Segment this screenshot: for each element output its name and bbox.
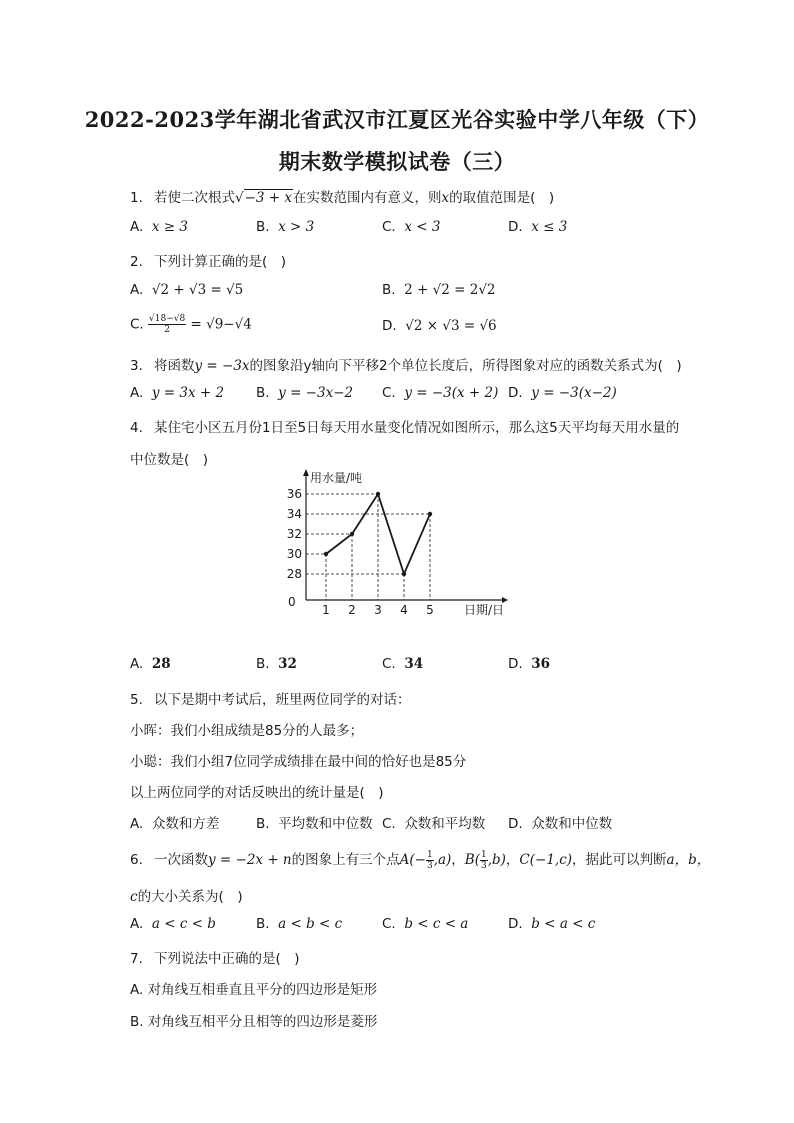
- option-text: √2 + √3 = √5: [151, 282, 244, 298]
- option-label: D.: [508, 816, 523, 832]
- question-4-continued: [130, 448, 208, 468]
- option-text: x ≤ 3: [531, 219, 568, 235]
- y-axis-arrow: [303, 469, 309, 476]
- exam-title-line1: 2022-2023学年湖北省武汉市江夏区光谷实验中学八年级（下）: [84, 107, 710, 132]
- exam-title-line2: 期末数学模拟试卷（三）: [278, 149, 516, 174]
- option-text: 2 + √2 = 2√2: [404, 282, 496, 298]
- option-text: a < c < b: [151, 916, 216, 932]
- option-label: B.: [382, 282, 396, 298]
- y-tick-label: 36: [286, 487, 302, 501]
- q5-dialogue-2: 小聪：我们小组7位同学成绩排在最中间的恰好也是85分: [130, 754, 467, 770]
- option-label: D.: [508, 916, 523, 932]
- question-number: 5.: [130, 692, 143, 708]
- data-point: [324, 552, 328, 556]
- water-usage-line-chart: [270, 462, 520, 622]
- x-axis-label: 日期/日: [464, 603, 505, 617]
- q6-text-c: ，据此可以判断: [572, 852, 667, 868]
- option-text: 众数和中位数: [531, 816, 613, 832]
- option-text: x < 3: [404, 219, 441, 235]
- y-tick-label: 28: [286, 567, 302, 581]
- question-number: 4.: [130, 420, 143, 436]
- fraction-denominator: 2: [164, 325, 170, 335]
- option-label: B.: [256, 656, 270, 672]
- option-text: 34: [404, 656, 424, 672]
- q7-option-b: B. 对角线互相平分且相等的四边形是菱形: [130, 1014, 378, 1030]
- y-tick-label: 30: [286, 547, 302, 561]
- q2-option-c: [130, 314, 252, 335]
- q6-point-a-fraction: [426, 850, 434, 871]
- q6-separator: ，: [451, 852, 465, 868]
- q1-var: x: [441, 190, 450, 206]
- q1-text-b: 在实数范围内有意义，则: [293, 190, 442, 206]
- chart-layer: [287, 469, 508, 617]
- q5-option-c: [382, 812, 485, 832]
- option-text: = √9−√4: [190, 316, 252, 333]
- q5-dialogue-1: 小晖：我们小组成绩是85分的人最多；: [130, 723, 364, 739]
- fraction-numerator: 1: [480, 849, 487, 860]
- data-point: [402, 572, 406, 576]
- question-1: [130, 186, 554, 206]
- option-text: b < c < a: [404, 916, 469, 932]
- data-point: [428, 512, 432, 516]
- question-number: 7.: [130, 951, 143, 967]
- y-axis-label: 用水量/吨: [310, 471, 363, 485]
- q6-separator: ，: [505, 852, 520, 868]
- q6-point-a: A(−: [399, 852, 426, 868]
- question-number: 2.: [130, 254, 143, 270]
- x-tick-label: 1: [322, 603, 330, 617]
- option-text: x ≥ 3: [151, 219, 188, 235]
- q6-function: y = −2x + n: [208, 852, 292, 868]
- q6-point-a-rest: ,a): [433, 852, 452, 868]
- q5-text: 以下是期中考试后，班里两位同学的对话：: [154, 692, 411, 708]
- option-label: B.: [256, 916, 270, 932]
- option-label: D.: [508, 385, 523, 401]
- q6-text-a: 一次函数: [154, 852, 208, 868]
- option-label: B.: [256, 816, 270, 832]
- q6-option-c: [382, 916, 468, 932]
- data-point: [350, 532, 354, 536]
- q1-option-b: [256, 219, 314, 235]
- q6-text-line2: 的大小关系为( ): [137, 889, 243, 905]
- q6-option-d: [508, 916, 595, 932]
- q6-vars: a，b，: [666, 852, 711, 868]
- option-label: D.: [508, 219, 523, 235]
- q5-option-d: [508, 812, 612, 832]
- option-label: D.: [382, 318, 397, 334]
- x-tick-label: 3: [374, 603, 382, 617]
- x-tick-label: 5: [426, 603, 434, 617]
- fraction-denominator: 3: [426, 860, 433, 871]
- option-text: y = 3x + 2: [151, 385, 225, 401]
- x-tick-label: 4: [400, 603, 408, 617]
- q4-option-a: [130, 656, 171, 672]
- question-6-continued: [130, 885, 243, 905]
- q7-option-a: A. 对角线互相垂直且平分的四边形是矩形: [130, 982, 378, 998]
- question-3: [130, 354, 682, 374]
- y-tick-label: 34: [286, 507, 302, 521]
- option-label: A.: [130, 656, 144, 672]
- q6-point-b-fraction: [480, 850, 488, 871]
- option-text: 众数和方差: [151, 816, 220, 832]
- q7-text: 下列说法中正确的是( ): [154, 951, 300, 967]
- q3-function: y = −3x: [194, 358, 250, 374]
- option-label: B.: [256, 385, 270, 401]
- q6-point-b: B(: [464, 852, 480, 868]
- q5-option-b: [256, 812, 373, 832]
- question-4: [130, 416, 679, 436]
- option-label: B.: [256, 219, 270, 235]
- q2-option-a: [130, 282, 243, 298]
- q1-radical: √−3 + x: [235, 190, 293, 206]
- q6-text-b: 的图象上有三个点: [291, 852, 400, 868]
- option-text: 众数和平均数: [404, 816, 486, 832]
- q3-option-b: [256, 385, 353, 401]
- q1-option-a: [130, 219, 188, 235]
- q3-option-c: [382, 385, 498, 401]
- option-label: C.: [382, 816, 396, 832]
- question-number: 3.: [130, 358, 143, 374]
- option-text: a < b < c: [278, 916, 343, 932]
- q4-option-c: [382, 656, 423, 672]
- q6-option-a: [130, 916, 216, 932]
- q3-option-a: [130, 385, 224, 401]
- q3-text-b: 的图象沿y轴向下平移2个单位长度后，所得图象对应的函数关系式为( ): [249, 358, 682, 374]
- option-label: A.: [130, 282, 144, 298]
- option-label: C.: [382, 385, 396, 401]
- question-5: [130, 688, 411, 708]
- option-text: y = −3(x−2): [531, 385, 617, 401]
- fraction-denominator: 3: [480, 860, 487, 871]
- q3-text-a: 将函数: [154, 358, 195, 374]
- q2-text: 下列计算正确的是( ): [154, 254, 287, 270]
- fraction-numerator: 1: [426, 849, 433, 860]
- option-label: A.: [130, 916, 144, 932]
- q5-option-a: [130, 812, 219, 832]
- option-label: A.: [130, 385, 144, 401]
- q1-option-d: [508, 219, 567, 235]
- q6-var-c: c: [130, 889, 138, 905]
- q6-point-c: C(−1,c): [519, 852, 573, 868]
- option-label: A.: [130, 816, 144, 832]
- q2-option-d: [382, 318, 497, 334]
- option-label: A.: [130, 219, 144, 235]
- q1-text-c: 的取值范围是( ): [449, 190, 555, 206]
- option-label: C.: [130, 316, 144, 333]
- q1-option-c: [382, 219, 440, 235]
- q4-text-line1: 某住宅小区五月份1日至5日每天用水量变化情况如图所示，那么这5天平均每天用水量的: [154, 420, 680, 436]
- q3-option-d: [508, 385, 617, 401]
- q4-option-d: [508, 656, 550, 672]
- question-7: [130, 947, 300, 967]
- question-number: 1.: [130, 190, 143, 206]
- origin-label: 0: [288, 595, 296, 609]
- option-text: b < a < c: [531, 916, 596, 932]
- q5-question: 以上两位同学的对话反映出的统计量是( ): [130, 785, 384, 801]
- q2-c-fraction: [148, 314, 186, 335]
- fraction-numerator: √18−√8: [149, 314, 186, 324]
- option-text: 平均数和中位数: [278, 816, 373, 832]
- option-text: y = −3x−2: [278, 385, 354, 401]
- option-text: x > 3: [278, 219, 315, 235]
- option-label: D.: [508, 656, 523, 672]
- option-text: 36: [531, 656, 551, 672]
- question-6: [130, 848, 710, 871]
- option-text: y = −3(x + 2): [404, 385, 499, 401]
- y-tick-label: 32: [286, 527, 302, 541]
- q4-option-b: [256, 656, 297, 672]
- data-point: [376, 492, 380, 496]
- question-2: [130, 250, 286, 270]
- question-number: 6.: [130, 852, 143, 868]
- option-text: √2 × √3 = √6: [405, 318, 497, 334]
- option-text: 28: [151, 656, 171, 672]
- option-label: C.: [382, 916, 396, 932]
- q6-point-b-rest: ,b): [487, 852, 506, 868]
- q4-text-line2: 中位数是( ): [130, 452, 209, 468]
- option-label: C.: [382, 219, 396, 235]
- q2-option-b: [382, 282, 496, 298]
- q6-option-b: [256, 916, 342, 932]
- q1-text-a: 若使二次根式: [154, 190, 235, 206]
- x-tick-label: 2: [348, 603, 356, 617]
- option-label: C.: [382, 656, 396, 672]
- option-text: 32: [278, 656, 297, 672]
- q1-radicand: −3 + x: [244, 190, 293, 206]
